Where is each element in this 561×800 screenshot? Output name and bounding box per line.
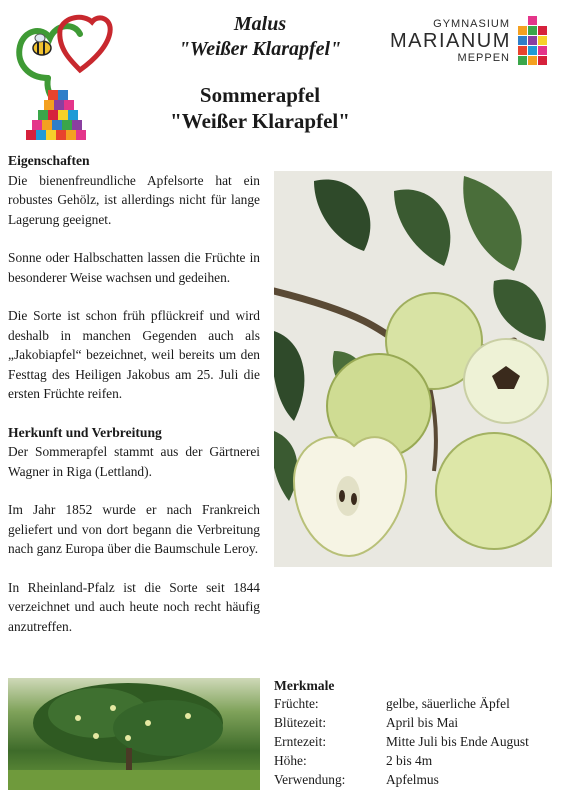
latin-name — [130, 12, 390, 62]
merkmale-table — [274, 696, 529, 791]
paragraph: In Rheinland-Pfalz ist die Sorte seit 1844 verzeichnet und auch heute noch recht häufig anzutreffen. — [8, 579, 260, 634]
mosaic-square-icon — [518, 16, 548, 72]
school-logo — [390, 16, 550, 74]
row-value: 2 bis 4m — [386, 753, 433, 768]
row-label: Früchte: — [274, 696, 319, 711]
apple-branch-image — [274, 171, 552, 567]
paragraph: Sonne oder Halbschatten lassen die Früchte in besonderer Weise wachsen und gedeihen. — [8, 250, 260, 285]
paragraph: Im Jahr 1852 wurde er nach Frankreich geliefert und von dort begann die Verbreitung nach ganz Europa über die Baumschule Leroy. — [8, 502, 260, 556]
page-title — [130, 82, 390, 134]
section-heading-merkmale: Merkmale — [274, 678, 335, 693]
table-row — [274, 753, 529, 772]
school-logo-text — [390, 18, 510, 65]
text-column — [8, 151, 260, 655]
title-line-2: "Weißer Klarapfel" — [170, 109, 350, 133]
row-label: Blütezeit: — [274, 715, 327, 730]
table-row — [274, 715, 529, 734]
table-row — [274, 772, 529, 791]
table-row — [274, 696, 529, 715]
row-value: gelbe, säuerliche Äpfel — [386, 696, 510, 711]
paragraph: Der Sommerapfel stammt aus der Gärtnerei Wagner in Riga (Lettland). — [8, 444, 260, 479]
school-bottom-label: MEPPEN — [457, 52, 510, 64]
eigenschaften-text — [8, 171, 260, 404]
paragraph: Die Sorte ist schon früh pflückreif und wird deshalb in manchen Gegenden auch als „Jakobiapfel“ bezeichnet, weil bereits um den Festtag des Heiligen Jakobus am 25. Juli die ersten Früchte reifen. — [8, 308, 260, 401]
latin-line-2: "Weißer Klarapfel" — [178, 38, 342, 60]
herkunft-text — [8, 442, 260, 636]
section-heading-herkunft: Herkunft und Verbreitung — [8, 424, 162, 440]
row-label: Höhe: — [274, 753, 307, 768]
bee-heart-tree-icon — [8, 8, 116, 148]
section-heading-eigenschaften: Eigenschaften — [8, 153, 90, 168]
row-label: Erntezeit: — [274, 734, 327, 749]
row-value: Mitte Juli bis Ende August — [386, 734, 529, 749]
title-line-1: Sommerapfel — [199, 83, 321, 107]
latin-line-1: Malus — [233, 13, 287, 35]
row-label: Verwendung: — [274, 772, 346, 787]
apple-illustration — [274, 171, 552, 567]
table-row — [274, 734, 529, 753]
row-value: Apfelmus — [386, 772, 439, 787]
tree-photo — [8, 678, 260, 790]
bee-logo — [8, 8, 116, 148]
paragraph: Die bienenfreundliche Apfelsorte hat ein robustes Gehölz, ist allerdings nicht für lange Lagerung geeignet. — [8, 172, 260, 227]
apple-tree-image — [8, 678, 260, 790]
school-top-label: GYMNASIUM — [433, 18, 510, 30]
school-name: MARIANUM — [390, 30, 511, 52]
row-value: April bis Mai — [386, 715, 459, 730]
